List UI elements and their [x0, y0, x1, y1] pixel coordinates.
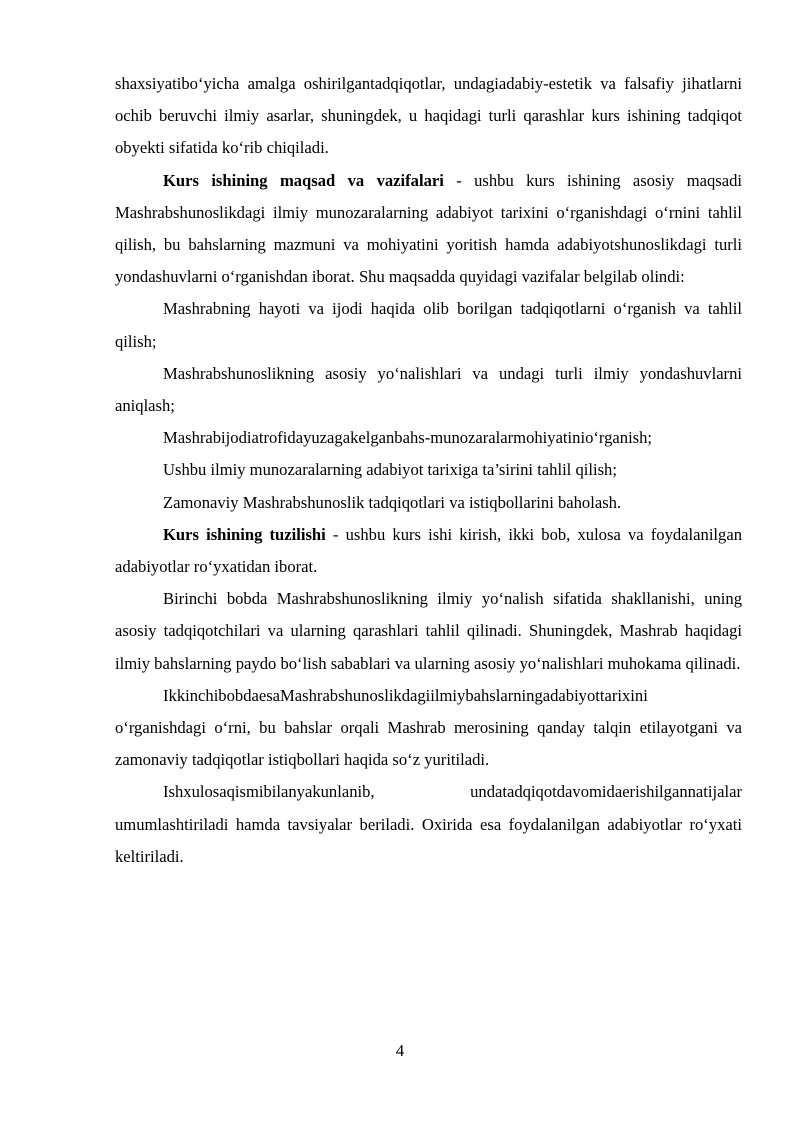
- task-item-1: Mashrabning hayoti va ijodi haqida olib borilgan tadqiqotlarni o‘rganish va tahlil qilish;: [115, 299, 742, 351]
- heading-goals: Kurs ishining maqsad va vazifalari: [163, 170, 444, 190]
- document-body: [115, 68, 742, 873]
- goals-text: - ushbu kurs ishining asosiy maqsadi Mashrabshunoslikdagi ilmiy munozaralarning adabiyot tarixini o‘rganishdagi o‘rnini tahlil qilish, bu bahslarning mazmuni va mohiyatini yoritish hamda adabiyotshunoslikdagi turli yondashuvlarni o‘rganishdan iborat. Shu maqsadda quyidagi vazifalar belgilab olindi:: [115, 170, 742, 287]
- paragraph-conclusion: Ishxulosaqismibilanyakunlanib, undatadqiqotdavomidaerishilgannatijalar umumlashtiriladi hamda tavsiyalar beriladi. Oxirida esa foydalanilgan adabiyotlar ro‘yxati keltiriladi.: [115, 782, 742, 866]
- chapter-two-rest: o‘rganishdagi o‘rni, bu bahslar orqali Mashrab merosining qanday talqin etilayotgani va zamonaviy tadqiqotlar istiqbollari haqida so‘z yuritiladi.: [115, 718, 742, 770]
- structure-text: - ushbu kurs ishi kirish, ikki bob, xulosa va foydalanilgan adabiyotlar ro‘yxatidan iborat.: [115, 524, 742, 577]
- paragraph-object-continued: shaxsiyatibo‘yicha amalga oshirilgantadqiqotlar, undagiadabiy-estetik va falsafiy jihatlarni ochib beruvchi ilmiy asarlar, shuningdek, u haqidagi turli qarashlar kurs ishining tadqiqot obyekti sifatida ko‘rib chiqiladi.: [115, 74, 742, 158]
- paragraph-goals: [115, 165, 742, 294]
- heading-structure: Kurs ishining tuzilishi: [163, 524, 326, 544]
- task-item-5: Zamonaviy Mashrabshunoslik tadqiqotlari va istiqbollarini baholash.: [163, 492, 622, 512]
- paragraph-chapter-two: [115, 680, 742, 777]
- task-item-4: Ushbu ilmiy munozaralarning adabiyot tarixiga ta’sirini tahlil qilish;: [163, 460, 617, 480]
- chapter-two-first-line: IkkinchibobdaesaMashrabshunoslikdagiilmiybahslarningadabiyottarixini: [163, 685, 648, 705]
- task-item-3: Mashrabijodiatrofidayuzagakelganbahs-munozaralarmohiyatinio‘rganish;: [163, 428, 653, 448]
- paragraph-chapter-one: Birinchi bobda Mashrabshunoslikning ilmiy yo‘nalish sifatida shakllanishi, uning asosiy tadqiqotchilari va ularning qarashlari tahlil qilinadi. Shuningdek, Mashrab haqidagi ilmiy bahslarning paydo bo‘lish sabablari va ularning asosiy yo‘nalishlari muhokama qilinadi.: [115, 589, 742, 673]
- task-item-2: Mashrabshunoslikning asosiy yo‘nalishlari va undagi turli ilmiy yondashuvlarni aniqlash;: [115, 363, 742, 416]
- page-number: 4: [395, 1041, 405, 1060]
- paragraph-structure: [115, 519, 742, 583]
